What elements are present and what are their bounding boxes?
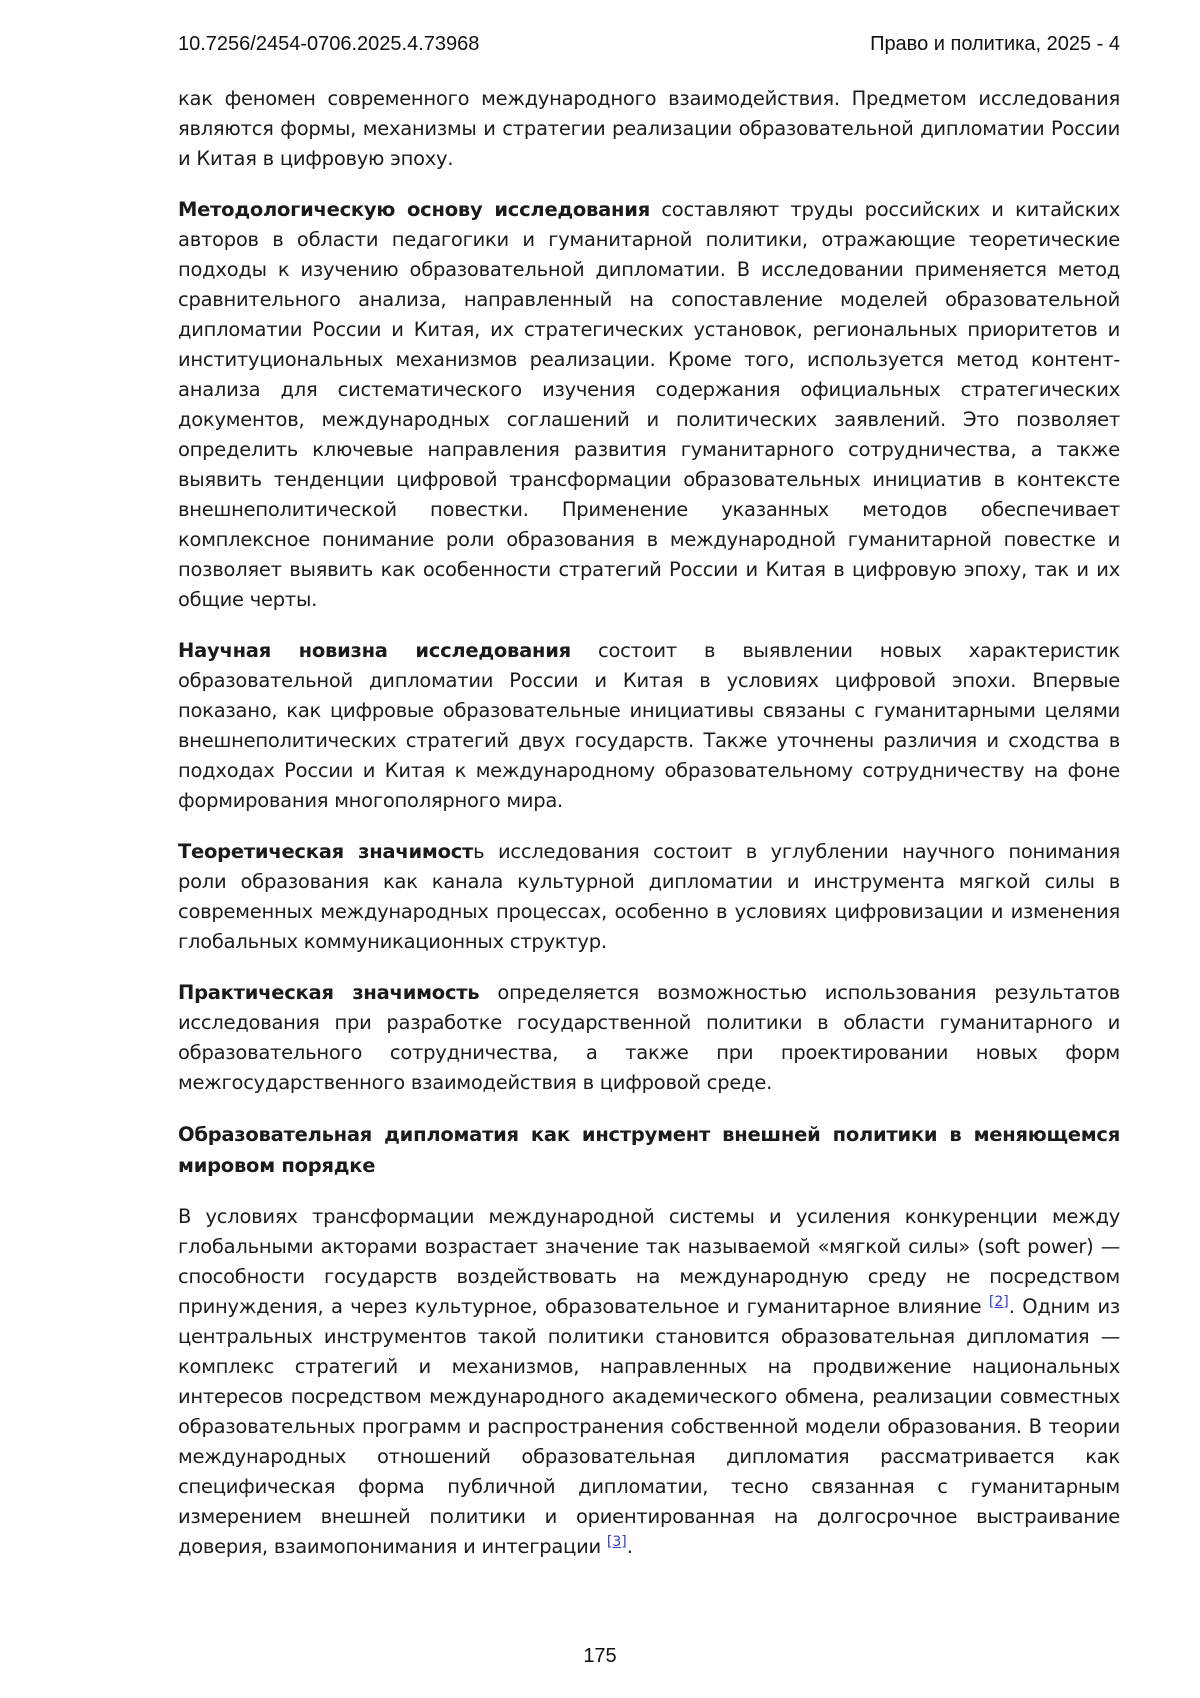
paragraph-text: определяется возможностью использования результатов исследования при разработке государственной политики в области гуманитарного и образовательного сотрудничества, а также при проектировании новых форм межгосударственного взаимодействия в цифровой среде.	[178, 981, 1120, 1094]
citation-link-2[interactable]: [2]	[988, 1294, 1009, 1310]
paragraph-theoretical-significance	[178, 837, 1120, 957]
theoretical-lead-bold: Теоретическая значимост	[178, 840, 474, 863]
page-number: 175	[583, 1645, 617, 1667]
methodology-lead-bold: Методологическую основу исследования	[178, 198, 650, 221]
citation-link-3[interactable]: [3]	[606, 1534, 627, 1550]
practical-lead-bold: Практическая значимость	[178, 981, 480, 1004]
paragraph-text: .	[626, 1535, 633, 1558]
paragraph-text: как феномен современного международного взаимодействия. Предметом исследования являются формы, механизмы и стратегии реализации образовательной дипломатии России и Китая в цифровую эпоху.	[178, 87, 1120, 170]
paragraph-novelty	[178, 636, 1120, 816]
paragraph-text: ь исследования состоит в углублении научного понимания роли образования как канала культурной дипломатии и инструмента мягкой силы в современных международных процессах, особенно в условиях цифровизации и изменения глобальных коммуникационных структур.	[178, 840, 1120, 953]
page-footer	[0, 1645, 1200, 1668]
paragraph-subject	[178, 84, 1120, 174]
page-header	[178, 33, 1120, 56]
paragraph-text: В условиях трансформации международной системы и усиления конкуренции между глобальными акторами возрастает значение так называемой «мягкой силы» (soft power) — способности государств воздействовать на международную среду не посредством принуждения, а через культурное, образовательное и гуманитарное влияние	[178, 1205, 1120, 1318]
paragraph-soft-power	[178, 1202, 1120, 1562]
paragraph-text: . Одним из центральных инструментов такой политики становится образовательная дипломатия — комплекс стратегий и механизмов, направленных на продвижение национальных интересов посредством международного академического обмена, реализации совместных образовательных программ и распространения собственной модели образования. В теории международных отношений образовательная дипломатия рассматривается как специфическая форма публичной дипломатии, тесно связанная с гуманитарным измерением внешней политики и ориентированная на долгосрочное выстраивание доверия, взаимопонимания и интеграции	[178, 1295, 1120, 1558]
article-body	[178, 84, 1120, 1583]
doi-number: 10.7256/2454-0706.2025.4.73968	[178, 33, 480, 55]
paragraph-methodology	[178, 195, 1120, 615]
novelty-lead-bold: Научная новизна исследования	[178, 639, 571, 662]
paragraph-practical-significance	[178, 978, 1120, 1098]
paragraph-text: состоит в выявлении новых характеристик образовательной дипломатии России и Китая в условиях цифровой эпохи. Впервые показано, как цифровые образовательные инициативы связаны с гуманитарными целями внешнеполитических стратегий двух государств. Также уточнены различия и сходства в подходах России и Китая к международному образовательному сотрудничеству на фоне формирования многополярного мира.	[178, 639, 1120, 812]
section-heading: Образовательная дипломатия как инструмент внешней политики в меняющемся мировом порядке	[178, 1123, 1120, 1177]
journal-title: Право и политика, 2025 - 4	[870, 33, 1120, 55]
paragraph-text: составляют труды российских и китайских авторов в области педагогики и гуманитарной политики, отражающие теоретические подходы к изучению образовательной дипломатии. В исследовании применяется метод сравнительного анализа, направленный на сопоставление моделей образовательной дипломатии России и Китая, их стратегических установок, региональных приоритетов и институциональных механизмов реализации. Кроме того, используется метод контент-анализа для систематического изучения содержания официальных стратегических документов, международных соглашений и политических заявлений. Это позволяет определить ключевые направления развития гуманитарного сотрудничества, а также выявить тенденции цифровой трансформации образовательных инициатив в контексте внешнеполитической повестки. Применение указанных методов обеспечивает комплексное понимание роли образования в международной гуманитарной повестке и позволяет выявить как особенности стратегий России и Китая в цифровую эпоху, так и их общие черты.	[178, 198, 1120, 611]
